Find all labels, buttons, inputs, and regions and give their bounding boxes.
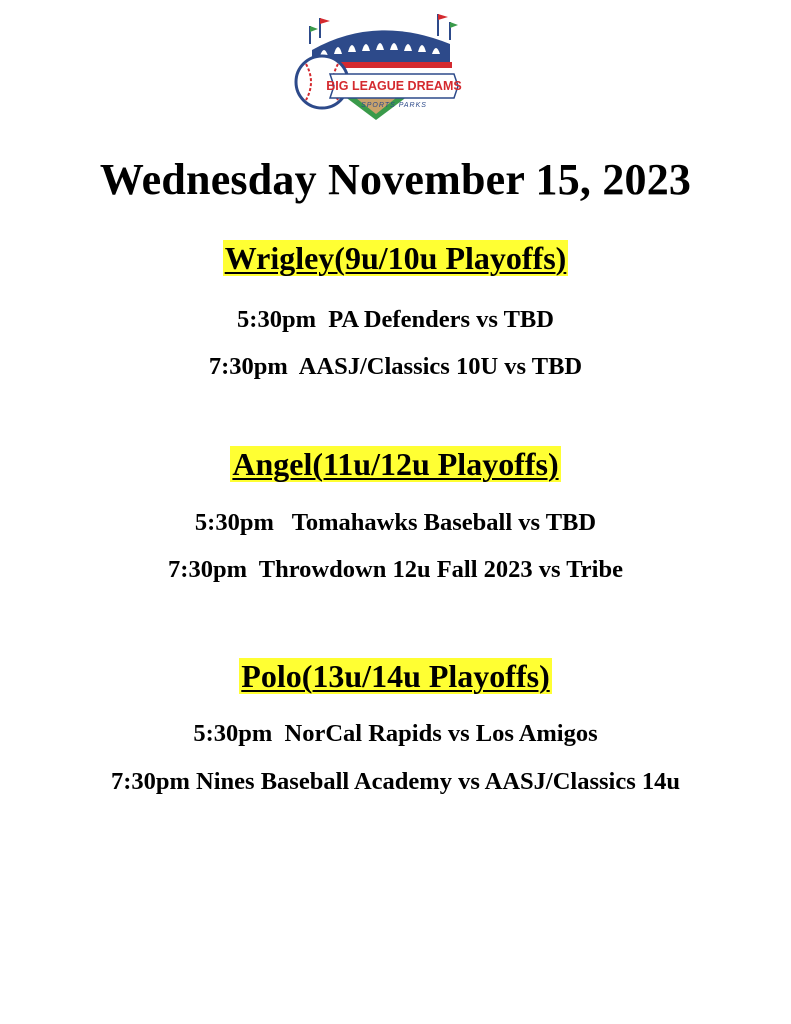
- section-heading-label: Wrigley(9u/10u Playoffs): [224, 240, 567, 276]
- section-heading-angel: [0, 444, 791, 484]
- section-heading-polo: [0, 656, 791, 696]
- game-line: 5:30pm Tomahawks Baseball vs TBD: [194, 509, 597, 536]
- section-heading-label: Polo(13u/14u Playoffs): [241, 658, 550, 694]
- logo-graphic: [290, 10, 462, 128]
- game-line: 7:30pm Nines Baseball Academy vs AASJ/Classics 14u: [110, 768, 680, 795]
- big-league-dreams-logo: [290, 10, 462, 128]
- game-line: 5:30pm PA Defenders vs TBD: [237, 306, 554, 333]
- game-line: 7:30pm AASJ/Classics 10U vs TBD: [208, 353, 583, 380]
- section-heading-wrigley: [0, 238, 791, 278]
- logo-name: BIG LEAGUE DREAMS: [326, 79, 462, 93]
- game-line: 7:30pm Throwdown 12u Fall 2023 vs Tribe: [168, 556, 623, 583]
- section-heading-label: Angel(11u/12u Playoffs): [232, 446, 559, 482]
- game-line: 5:30pm NorCal Rapids vs Los Amigos: [193, 720, 598, 747]
- logo-tagline: SPORTS PARKS: [361, 102, 427, 109]
- page-title: Wednesday November 15, 2023: [99, 155, 692, 204]
